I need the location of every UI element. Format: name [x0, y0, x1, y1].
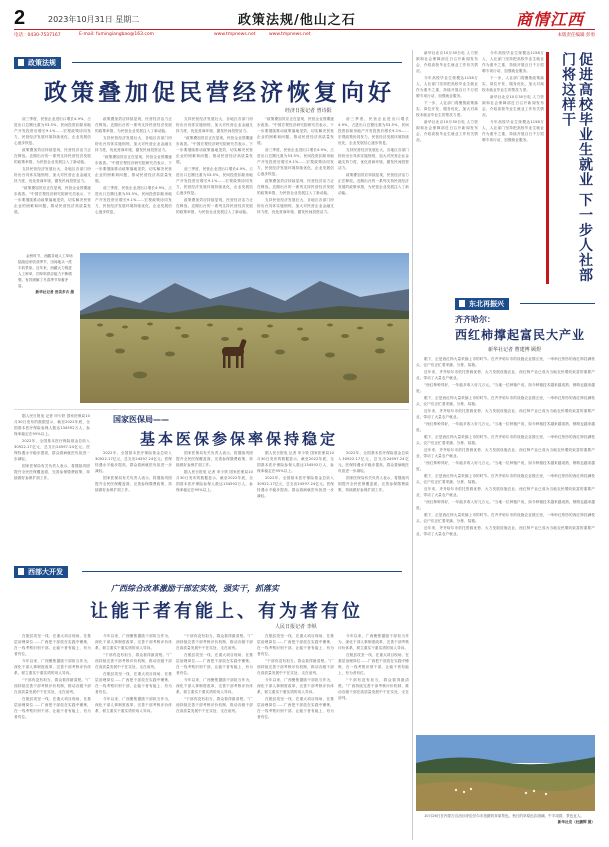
section-tag-northeast: 东北再振兴: [455, 298, 509, 310]
byline-east: 新华社记者 曹建博 顾煜: [488, 347, 542, 353]
article1-col4: “政策叠加效应正在显现，民营企业预期逐步改善。”中国宏观经济研究院研究员表示，下一步要继续推动政策落地见效，切实解决民营企业的困难和问题，推动民营经济高质量发展。 前三季度，民营企业进出口增长4.9%，占进出口总额比重为53.5%，民间投资扣除房地产开发投资后增长9.1%……宏观政策协同发力，民营经济发展环境持续优化，企业发展信心逐步恢复。 政策叠加效应持续显现，民营经济活力正在释放。近期出台的一系列支持民营经济发展的政策举措，为民营企业发展注入了新动能。 支持民营经济发展壮大，各地区各部门纷纷出台具体实施细则，加大对民营企业金融支持力度，优化营商环境，激发民间投资活力。: [257, 117, 334, 214]
photo-hulunbuir-grassland: [416, 735, 595, 811]
article3-col5: 今年以来，广西聚焦激励干部担当作为，深化干部人事制度改革，完善干部考核评价体系，树立重实干重实绩的用人导向。 在脱贫攻坚一线、在重大项目现场、在基层治理岗位……广西把干部放在实践中锤炼，在一线考察识别干部，让能干者有能上、有为者有位。 “干部有没有担当，群众看得最清楚。”广西持续完善干部考核评价机制，推动各级干部在高质量发展中干在实处、走在前列。: [338, 634, 409, 700]
website-2[interactable]: www.tmpnews.net: [269, 32, 311, 37]
tag-rule-3: [82, 571, 402, 572]
editor-note: 本版责任编辑 彭勇: [557, 33, 595, 38]
headline-medical-insurance: 基本医保参保率保持稳定: [140, 430, 339, 448]
article-medical-col5: 2022年，全国基本医疗保险基金总收入30922.17亿元，总支出24597.24亿元。医保待遇水平稳步提高，群众看病就医负担进一步减轻。 国家医保局有关负责人表示，将继续巩固提升全民医保覆盖面，完善参保缴费政策，持续做好参保扩面工作。: [338, 451, 409, 492]
byline-1: 经济日报记者 曾诗阳: [285, 108, 332, 114]
headline-graduate-employment: 促进高校毕业生就业 下一步人社部门将这样干: [560, 52, 593, 283]
website[interactable]: www.tmpnews.net: [214, 32, 256, 37]
section-title: 政策法规/他山之石: [238, 13, 356, 28]
headline-tomato: 西红柿撑起富民大产业: [455, 328, 586, 342]
headline-private-economy: 政策叠加促民营经济恢复向好: [44, 80, 395, 106]
title-accent-bar: [546, 52, 549, 284]
article-medical-col4: 据人民日报电 记者 申少铁 国家医保局10月30日发布的数据显示，截至2022年底，全国基本医疗保险参保人数达134592万人，参保率稳定在95%以上。 2022年，全国基本医疗保险基金总收入30922.17亿元，总支出24597.24亿元。医保待遇水平稳步提高，群众看病就医负担进一步减轻。: [257, 451, 334, 498]
headline-cadres: 让能干者有能上、有为者有位: [90, 601, 363, 622]
article3-col1: 在脱贫攻坚一线、在重大项目现场、在基层治理岗位……广西把干部放在实践中锤炼，在一线考察识别干部，让能干者有能上、有为者有位。 今年以来，广西聚焦激励干部担当作为，深化干部人事制度改革，完善干部考核评价体系，树立重实干重实绩的用人导向。 “干部有没有担当，群众看得最清楚。”广西持续完善干部考核评价机制，推动各级干部在高质量发展中干在实处、走在前列。 在脱贫攻坚一线、在重大项目现场、在基层治理岗位……广西把干部放在实践中锤炼，在一线考察识别干部，让能干者有能上、有为者有位。: [14, 634, 91, 719]
phone: 电话：0430-7537167: [14, 33, 61, 38]
byline-3: 人民日报记者 李纵: [275, 624, 317, 630]
grassland-photo-2-image: [416, 735, 595, 811]
article1-col1: 前三季度，民营企业进出口增长4.9%，占进出口总额比重为53.5%，民间投资扣除房地产开发投资后增长9.1%……宏观政策协同发力，民营经济发展环境持续优化，企业发展信心逐步恢复。 政策叠加效应持续显现，民营经济活力正在释放。近期出台的一系列支持民营经济发展的政策举措，为民营企业发展注入了新动能。 支持民营经济发展壮大，各地区各部门纷纷出台具体实施细则，加大对民营企业金融支持力度，优化营商环境，激发民间投资活力。 “政策叠加效应正在显现，民营企业预期逐步改善。”中国宏观经济研究院研究员表示，下一步要继续推动政策落地见效，切实解决民营企业的困难和问题，推动民营经济高质量发展。: [14, 117, 91, 214]
article2-col1: 新华社北京10月30日电 人力资源和社会保障部近日召开新闻发布会，介绍高校毕业生就业工作有关情况。 今年高校毕业生规模达1158万人，人社部门坚持把高校毕业生就业作为重中之重，持续开展百日千万招聘专项行动，加强就业服务。 下一步，人社部门将聚焦政策落实、岗位开发、服务优化，加大对离校未就业毕业生的帮扶力度。 新华社北京10月30日电 人力资源和社会保障部近日召开新闻发布会，介绍高校毕业生就业工作有关情况。: [416, 51, 478, 142]
photo2-caption: 10月26日在内蒙古自治区呼伦贝尔市拍摄的草原景色。秋日的草原色彩斑斓，牛羊成群，景色宜人。 新华社发（杜鹏辉 摄）: [424, 814, 595, 824]
kicker-qiqihar: 齐齐哈尔：: [455, 315, 495, 324]
article3-col3: “干部有没有担当，群众看得最清楚。”广西持续完善干部考核评价机制，推动各级干部在高质量发展中干在实处、走在前列。 在脱贫攻坚一线、在重大项目现场、在基层治理岗位……广西把干部放在实践中锤炼，在一线考察识别干部，让能干者有能上、有为者有位。 今年以来，广西聚焦激励干部担当作为，深化干部人事制度改革，完善干部考核评价体系，树立重实干重实绩的用人导向。 “干部有没有担当，群众看得最清楚。”广西持续完善干部考核评价机制，推动各级干部在高质量发展中干在实处、走在前列。: [176, 634, 253, 713]
article1-col3: 支持民营经济发展壮大，各地区各部门纷纷出台具体实施细则，加大对民营企业金融支持力度，优化营商环境，激发民间投资活力。 “政策叠加效应正在显现，民营企业预期逐步改善。”中国宏观经济研究院研究员表示，下一步要继续推动政策落地见效，切实解决民营企业的困难和问题，推动民营经济高质量发展。 前三季度，民营企业进出口增长4.9%，占进出口总额比重为53.5%，民间投资扣除房地产开发投资后增长9.1%……宏观政策协同发力，民营经济发展环境持续优化，企业发展信心逐步恢复。 政策叠加效应持续显现，民营经济活力正在释放。近期出台的一系列支持民营经济发展的政策举措，为民营企业发展注入了新动能。: [176, 117, 253, 214]
article-east-body: 眼下，正是西红柿大量采摘上市的时节。在齐齐哈尔市的设施农业园区里，一串串红彤彤的西红柿挂满枝头，农户们正忙着采摘、分拣、装箱。 近年来，齐齐哈尔市依托资源优势，大力发展设施农业，西红柿产业已成为当地农民增收致富的重要产业，带动了大量农户就业。 “西红柿种得好，一年能多收入好几万元。”当地一位种植户说，如今种植技术越来越成熟，销路也越来越宽。 眼下，正是西红柿大量采摘上市的时节。在齐齐哈尔市的设施农业园区里，一串串红彤彤的西红柿挂满枝头，农户们正忙着采摘、分拣、装箱。 近年来，齐齐哈尔市依托资源优势，大力发展设施农业，西红柿产业已成为当地农民增收致富的重要产业，带动了大量农户就业。 “西红柿种得好，一年能多收入好几万元。”当地一位种植户说，如今种植技术越来越成熟，销路也越来越宽。 眼下，正是西红柿大量采摘上市的时节。在齐齐哈尔市的设施农业园区里，一串串红彤彤的西红柿挂满枝头，农户们正忙着采摘、分拣、装箱。 近年来，齐齐哈尔市依托资源优势，大力发展设施农业，西红柿产业已成为当地农民增收致富的重要产业，带动了大量农户就业。 “西红柿种得好，一年能多收入好几万元。”当地一位种植户说，如今种植技术越来越成熟，销路也越来越宽。 眼下，正是西红柿大量采摘上市的时节。在齐齐哈尔市的设施农业园区里，一串串红彤彤的西红柿挂满枝头，农户们正忙着采摘、分拣、装箱。 近年来，齐齐哈尔市依托资源优势，大力发展设施农业，西红柿产业已成为当地农民增收致富的重要产业，带动了大量农户就业。 “西红柿种得好，一年能多收入好几万元。”当地一位种植户说，如今种植技术越来越成熟，销路也越来越宽。 眼下，正是西红柿大量采摘上市的时节。在齐齐哈尔市的设施农业园区里，一串串红彤彤的西红柿挂满枝头，农户们正忙着采摘、分拣、装箱。 近年来，齐齐哈尔市依托资源优势，大力发展设施农业，西红柿产业已成为当地农民增收致富的重要产业，带动了大量农户就业。: [416, 357, 595, 536]
issue-date: 2023年10月31日 星期二: [48, 15, 140, 24]
grassland-photo-image: [80, 253, 409, 403]
article-medical-col1: 据人民日报电 记者 申少铁 国家医保局10月30日发布的数据显示，截至2022年底，全国基本医疗保险参保人数达134592万人，参保率稳定在95%以上。 2022年，全国基本医疗保险基金总收入30922.17亿元，总支出24597.24亿元。医保待遇水平稳步提高，群众看病就医负担进一步减轻。 国家医保局有关负责人表示，将继续巩固提升全民医保覆盖面，完善参保缴费政策，持续做好参保扩面工作。: [14, 414, 90, 480]
article-medical-col2: 2022年，全国基本医疗保险基金总收入30922.17亿元，总支出24597.24亿元。医保待遇水平稳步提高，群众看病就医负担进一步减轻。 国家医保局有关负责人表示，将继续巩固提升全民医保覆盖面，完善参保缴费政策，持续做好参保扩面工作。: [95, 451, 172, 492]
article2-col2: 今年高校毕业生规模达1158万人，人社部门坚持把高校毕业生就业作为重中之重，持续开展百日千万招聘专项行动，加强就业服务。 下一步，人社部门将聚焦政策落实、岗位开发、服务优化，加大对离校未就业毕业生的帮扶力度。 新华社北京10月30日电 人力资源和社会保障部近日召开新闻发布会，介绍高校毕业生就业工作有关情况。 今年高校毕业生规模达1158万人，人社部门坚持把高校毕业生就业作为重中之重，持续开展百日千万招聘专项行动，加强就业服务。: [482, 51, 544, 142]
article-medical-col3: 国家医保局有关负责人表示，将继续巩固提升全民医保覆盖面，完善参保缴费政策，持续做好参保扩面工作。 据人民日报电 记者 申少铁 国家医保局10月30日发布的数据显示，截至2022年底，全国基本医疗保险参保人数达134592万人，参保率稳定在95%以上。: [176, 451, 253, 492]
tag-rule: [72, 62, 402, 63]
tag-bar-icon: [18, 568, 24, 575]
tag-bar-icon: [459, 300, 465, 307]
section-tag-west: 西部大开发: [14, 566, 68, 578]
tag-bar-icon: [18, 59, 24, 66]
medical-title-label: 国家医保局——: [113, 415, 169, 424]
article1-col5: 前三季度，民营企业进出口增长4.9%，占进出口总额比重为53.5%，民间投资扣除房地产开发投资后增长9.1%……宏观政策协同发力，民营经济发展环境持续优化，企业发展信心逐步恢复。 支持民营经济发展壮大，各地区各部门纷纷出台具体实施细则，加大对民营企业金融支持力度，优化营商环境，激发民间投资活力。 政策叠加效应持续显现，民营经济活力正在释放。近期出台的一系列支持民营经济发展的政策举措，为民营企业发展注入了新动能。: [338, 117, 409, 195]
article3-col4: 在脱贫攻坚一线、在重大项目现场、在基层治理岗位……广西把干部放在实践中锤炼，在一线考察识别干部，让能干者有能上、有为者有位。 “干部有没有担当，群众看得最清楚。”广西持续完善干部考核评价机制，推动各级干部在高质量发展中干在实处、走在前列。 今年以来，广西聚焦激励干部担当作为，深化干部人事制度改革，完善干部考核评价体系，树立重实干重实绩的用人导向。 在脱贫攻坚一线、在重大项目现场、在基层治理岗位……广西把干部放在实践中锤炼，在一线考察识别干部，让能干者有能上、有为者有位。: [257, 634, 334, 719]
page-number: 2: [14, 7, 26, 29]
section-tag-policy: 政策法规: [14, 57, 61, 69]
article1-col2: 政策叠加效应持续显现，民营经济活力正在释放。近期出台的一系列支持民营经济发展的政策举措，为民营企业发展注入了新动能。 支持民营经济发展壮大，各地区各部门纷纷出台具体实施细则，加大对民营企业金融支持力度，优化营商环境，激发民间投资活力。 “政策叠加效应正在显现，民营企业预期逐步改善。”中国宏观经济研究院研究员表示，下一步要继续推动政策落地见效，切实解决民营企业的困难和问题，推动民营经济高质量发展。 前三季度，民营企业进出口增长4.9%，占进出口总额比重为53.5%，民间投资扣除房地产开发投资后增长9.1%……宏观政策协同发力，民营经济发展环境持续优化，企业发展信心逐步恢复。: [95, 117, 172, 214]
column-divider: [412, 50, 413, 840]
tag-rule-east: [520, 303, 595, 304]
article3-col2: 今年以来，广西聚焦激励干部担当作为，深化干部人事制度改革，完善干部考核评价体系，树立重实干重实绩的用人导向。 “干部有没有担当，群众看得最清楚。”广西持续完善干部考核评价机制，推动各级干部在高质量发展中干在实处、走在前列。 在脱贫攻坚一线、在重大项目现场、在基层治理岗位……广西把干部放在实践中锤炼，在一线考察识别干部，让能干者有能上、有为者有位。 今年以来，广西聚焦激励干部担当作为，深化干部人事制度改革，完善干部考核评价体系，树立重实干重实绩的用人导向。: [95, 634, 172, 713]
divider-2: [14, 409, 409, 410]
photo1-caption: 金秋时节，西藏各地人工草场陆续迎来收获季节，田间地头一派丰收景象。近年来，西藏大力推进人工种草，饲草料供应能力不断增强，有效缓解了冬春季节草畜矛盾。 新华社记者 晋美多吉 摄: [18, 254, 74, 294]
header-info-bar: [14, 29, 595, 40]
masthead-logo: 商情江西: [516, 10, 585, 29]
photo-grassland-harvest: [80, 253, 409, 403]
kicker-guangxi: 广西综合改革激励干部宏实效，强实干，抓落实: [111, 584, 279, 593]
email[interactable]: E-mail: fumingiangbao@163.com: [79, 32, 155, 37]
